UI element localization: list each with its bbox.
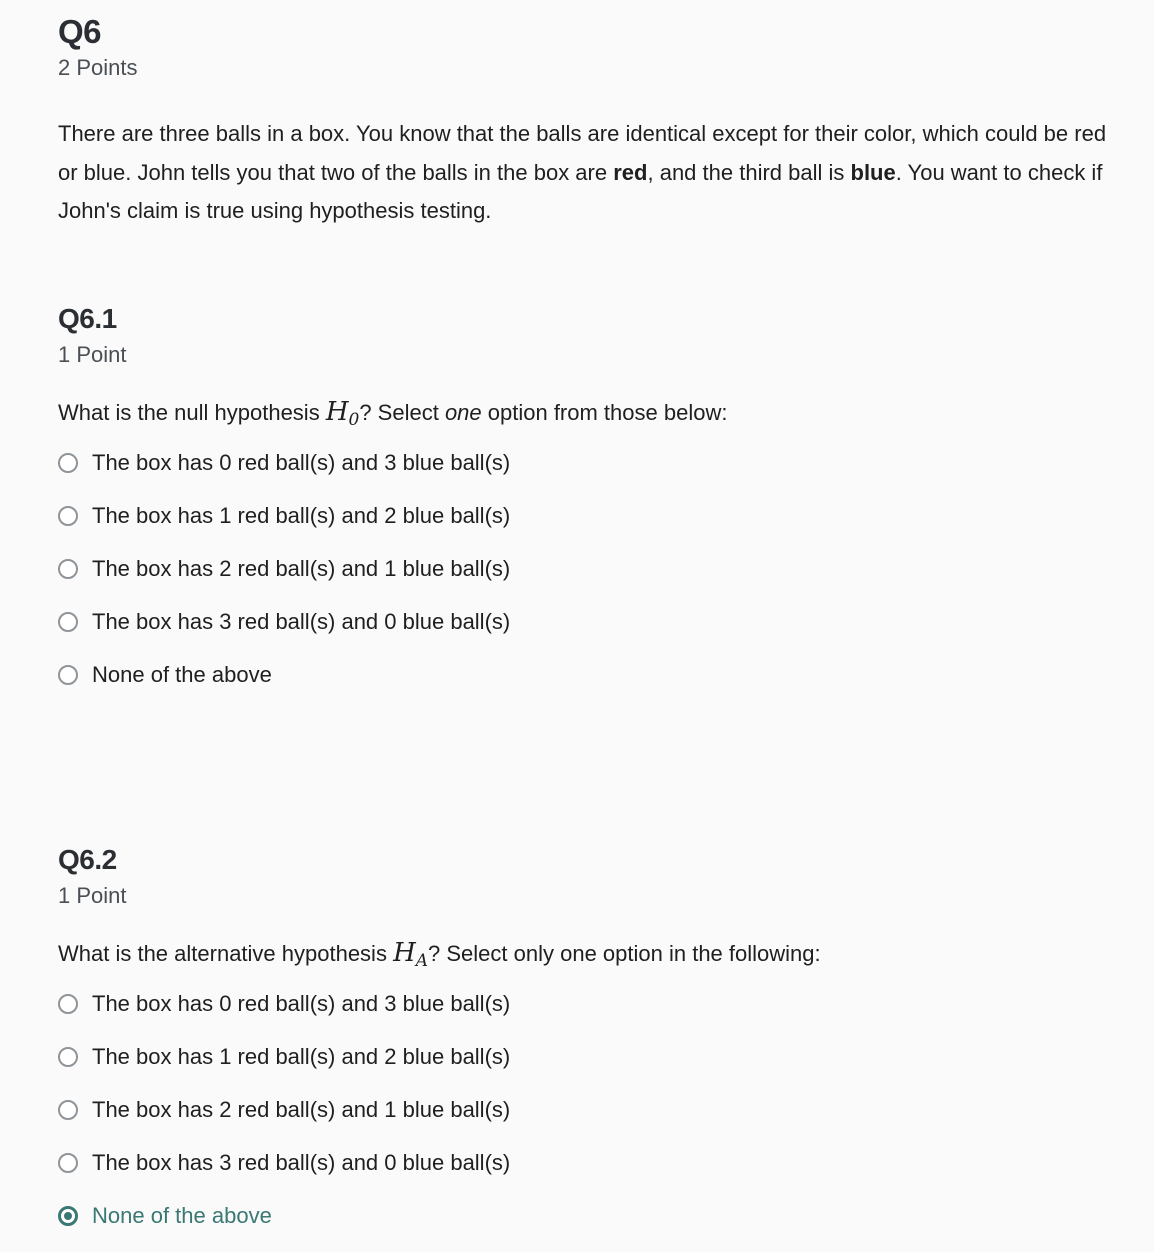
- option-radio-4[interactable]: [58, 1189, 1116, 1242]
- subquestion-q6-2: [58, 844, 1116, 1242]
- radio-button[interactable]: [58, 506, 78, 526]
- subquestion-title: Q6.1: [58, 303, 117, 334]
- option-label[interactable]: The box has 2 red ball(s) and 1 blue ball(s): [92, 1096, 511, 1122]
- question-points: 2 Points: [58, 55, 138, 80]
- intro-bold-blue: blue: [850, 159, 896, 185]
- prompt-text: What is the alternative hypothesis: [58, 941, 394, 966]
- option-radio-1[interactable]: [58, 1030, 1116, 1083]
- question-intro: [58, 115, 1116, 231]
- prompt-text: ? Select only one option in the following:: [428, 941, 821, 966]
- option-label[interactable]: The box has 1 red ball(s) and 2 blue ball(s): [92, 1043, 511, 1069]
- prompt-emphasis: one: [444, 400, 482, 425]
- options-list: [58, 977, 1116, 1242]
- radio-button[interactable]: [58, 453, 78, 473]
- option-radio-0[interactable]: [58, 977, 1116, 1030]
- option-radio-0[interactable]: [58, 436, 1116, 489]
- option-label[interactable]: None of the above: [92, 661, 272, 687]
- option-radio-2[interactable]: [58, 1083, 1116, 1136]
- subquestion-points: 1 Point: [58, 883, 127, 908]
- radio-button[interactable]: [58, 559, 78, 579]
- math-subscript: 0: [348, 410, 360, 430]
- option-label[interactable]: The box has 3 red ball(s) and 0 blue ball(s): [92, 1149, 511, 1175]
- option-radio-2[interactable]: [58, 542, 1116, 595]
- radio-button[interactable]: [58, 665, 78, 685]
- math-variable: H: [393, 938, 416, 968]
- math-ha: [393, 938, 429, 971]
- option-label[interactable]: The box has 0 red ball(s) and 3 blue ball(s): [92, 449, 511, 475]
- option-radio-3[interactable]: [58, 1136, 1116, 1189]
- radio-button[interactable]: [58, 1100, 78, 1120]
- math-h0: [325, 397, 360, 430]
- subquestion-q6-1: [58, 303, 1116, 701]
- intro-text-3: . You want to check if John's claim is true using hypothesis testing.: [58, 159, 1103, 223]
- radio-button[interactable]: [58, 612, 78, 632]
- intro-bold-red: red: [613, 159, 648, 185]
- prompt-text: What is the null hypothesis: [58, 400, 326, 425]
- prompt-text: ? Select: [359, 400, 445, 425]
- option-label[interactable]: The box has 2 red ball(s) and 1 blue ball(s): [92, 555, 511, 581]
- option-radio-1[interactable]: [58, 489, 1116, 542]
- option-radio-4[interactable]: [58, 648, 1116, 701]
- radio-button[interactable]: [58, 1153, 78, 1173]
- subquestion-title: Q6.2: [58, 844, 117, 875]
- math-variable: H: [325, 397, 349, 427]
- prompt-text: option from those below:: [481, 400, 728, 425]
- radio-button[interactable]: [58, 1047, 78, 1067]
- option-radio-3[interactable]: [58, 595, 1116, 648]
- option-label[interactable]: The box has 0 red ball(s) and 3 blue ball(s): [92, 990, 511, 1016]
- question-title: Q6: [58, 13, 102, 50]
- options-list: [58, 436, 1116, 701]
- subquestion-prompt: [58, 397, 1116, 428]
- math-subscript: A: [415, 951, 429, 971]
- subquestion-points: 1 Point: [58, 342, 127, 367]
- radio-button[interactable]: [58, 994, 78, 1014]
- option-label[interactable]: None of the above: [92, 1202, 272, 1228]
- option-label[interactable]: The box has 1 red ball(s) and 2 blue ball(s): [92, 502, 511, 528]
- option-label[interactable]: The box has 3 red ball(s) and 0 blue ball(s): [92, 608, 511, 634]
- subquestion-prompt: [58, 938, 1116, 969]
- radio-button[interactable]: [58, 1206, 78, 1226]
- intro-text-1: There are three balls in a box. You know that the balls are identical except for their color, which could be red or blue. John tells you that two of the balls in the box are: [58, 121, 1107, 185]
- intro-text-2: , and the third ball is: [647, 159, 851, 185]
